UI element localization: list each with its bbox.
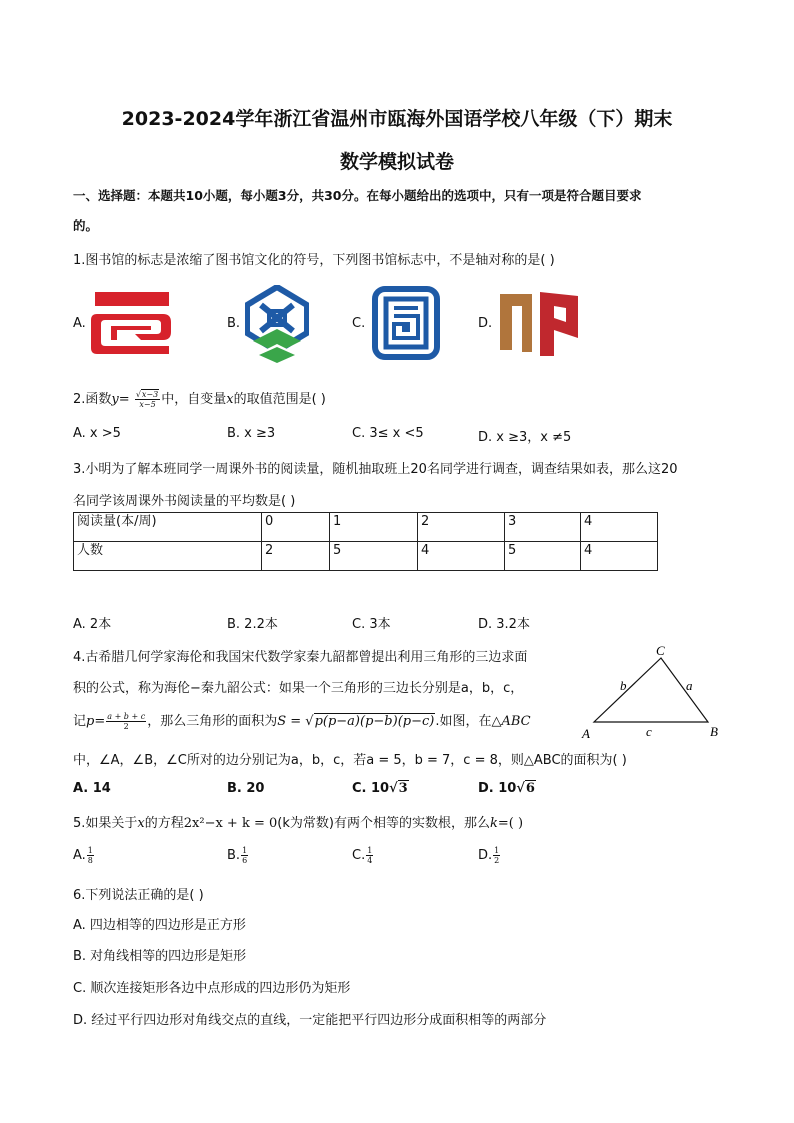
- q2-option-d: D. x ≥3，x ≠5: [478, 430, 572, 445]
- table-cell: 阅读量(本/周): [74, 513, 262, 542]
- q5-b-den: 6: [242, 856, 248, 865]
- q4-p-fraction: [106, 712, 146, 731]
- q4-var-s: S: [277, 714, 287, 729]
- q4-option-c-text: C. 10: [352, 781, 390, 796]
- q5-option-c-fraction: [366, 846, 373, 865]
- book-pages-logo-icon: [498, 290, 580, 356]
- section-header-cont: 的。: [73, 218, 99, 233]
- side-b-label: b: [620, 678, 627, 693]
- q2-var-y: y: [111, 392, 119, 407]
- q2-fraction: $\frac{√x-3}{x-5}$: [135, 390, 159, 409]
- q2-suffix-a: 中，自变量: [161, 392, 227, 407]
- q4-option-a: A. 14: [73, 781, 111, 796]
- q5-b-num: 1: [242, 846, 248, 855]
- q5-d-num: 1: [494, 846, 500, 855]
- triangle-abc-figure: [576, 640, 726, 742]
- table-cell: 1: [330, 513, 418, 542]
- q5-c-den: 4: [367, 856, 373, 865]
- q1-option-d-label: D.: [478, 316, 493, 331]
- blue-green-knot-logo-icon: [245, 285, 309, 363]
- q6-option-c: C. 顺次连接矩形各边中点形成的四边形仍为矩形: [73, 981, 351, 996]
- table-cell: 2: [418, 513, 505, 542]
- q2-option-a: A. x >5: [73, 426, 121, 441]
- q5-option-d: [478, 846, 501, 865]
- q4-p-numerator: a + b + c: [107, 712, 146, 721]
- q4-option-c-root: 3: [398, 781, 408, 796]
- q5-a-num: 1: [87, 846, 93, 855]
- q2-numerator: x−3: [141, 390, 159, 399]
- question-6-stem: 6.下列说法正确的是( ): [73, 888, 204, 903]
- question-4-line2: 积的公式，称为海伦−秦九韶公式：如果一个三角形的三边长分别是a，b，c，: [73, 681, 524, 696]
- q4-option-d-text: D. 10: [478, 781, 517, 796]
- page-title: 2023-2024学年浙江省温州市瓯海外国语学校八年级（下）期末: [121, 108, 673, 130]
- question-2-stem: [73, 388, 326, 409]
- q1-option-b-label: B.: [227, 316, 241, 331]
- q5-prefix: 5.如果关于: [73, 816, 138, 831]
- q6-option-b: B. 对角线相等的四边形是矩形: [73, 949, 247, 964]
- q5-a-den: 8: [87, 856, 93, 865]
- q5-option-b-fraction: [241, 846, 248, 865]
- red-library-logo-icon: [91, 290, 173, 356]
- q3-option-c: C. 3本: [352, 617, 391, 632]
- q2-equals: =: [118, 392, 130, 407]
- q4-var-p: p: [86, 714, 95, 729]
- question-4-line1: 4.古希腊几何学家海伦和我国宋代数学家秦九韶都曾提出利用三角形的三边求面: [73, 650, 528, 665]
- q5-note: (k为常数)有两个相等的实数根，那么: [277, 816, 490, 831]
- q2-prefix: 2.函数: [73, 392, 112, 407]
- q4-line3-a: 记: [73, 714, 87, 729]
- table-cell: 5: [505, 542, 581, 571]
- table-cell: 2: [262, 542, 330, 571]
- q5-suffix: =( ): [497, 816, 524, 831]
- q3-option-a: A. 2本: [73, 617, 112, 632]
- question-3-stem-line2: 名同学该周课外书阅读量的平均数是( ): [73, 494, 296, 509]
- question-4-line3: 记p= $\frac{a + b + c}{2}$ ，那么三角形的面积为S = √p(p−a)(p−b)(p−c).如图，在△ABC: [73, 712, 531, 731]
- question-4-line4: 中，∠A，∠B，∠C所对的边分别记为a，b，c，若a = 5，b = 7，c = 8，则△ABC的面积为( ): [73, 753, 627, 768]
- section-header: 一、选择题：本题共10小题，每小题3分，共30分。在每小题给出的选项中，只有一项是符合题目要求: [73, 188, 642, 203]
- q4-option-c: C. 10√3: [352, 781, 408, 796]
- q2-suffix-b: 的取值范围是( ): [233, 392, 326, 407]
- q5-option-b-label: B.: [227, 848, 241, 863]
- q5-option-c: [352, 846, 374, 865]
- vertex-a-label: A: [582, 726, 590, 741]
- table-cell: 0: [262, 513, 330, 542]
- side-a-label: a: [686, 678, 693, 693]
- q5-option-c-label: C.: [352, 848, 366, 863]
- q3-option-b: B. 2.2本: [227, 617, 278, 632]
- side-c-label: c: [646, 724, 652, 739]
- q5-option-b: [227, 846, 249, 865]
- q5-option-a-label: A.: [73, 848, 86, 863]
- q5-c-num: 1: [367, 846, 373, 855]
- q2-option-b: B. x ≥3: [227, 426, 276, 441]
- q2-denominator: x−5: [139, 400, 156, 409]
- table-cell: 3: [505, 513, 581, 542]
- reading-table: [73, 512, 658, 571]
- q2-var-x: x: [226, 392, 234, 407]
- q4-heron-formula: p(p−a)(p−b)(p−c): [314, 714, 435, 729]
- q4-line3-b: ，那么三角形的面积为: [147, 714, 278, 729]
- q5-var-x: x: [137, 816, 145, 831]
- q4-triangle-name: ABC: [501, 714, 531, 729]
- table-cell: 5: [330, 542, 418, 571]
- page-subtitle: 数学模拟试卷: [339, 151, 454, 173]
- q1-option-a-label: A.: [73, 316, 86, 331]
- vertex-c-label: C: [656, 643, 665, 658]
- q5-equation: 2x²−x + k = 0: [183, 816, 278, 831]
- question-5-stem: [73, 812, 523, 831]
- q6-option-d: D. 经过平行四边形对角线交点的直线，一定能把平行四边形分成面积相等的两部分: [73, 1013, 547, 1028]
- vertex-b-label: B: [710, 724, 718, 739]
- table-cell: 4: [581, 513, 658, 542]
- q2-option-c: C. 3≤ x <5: [352, 426, 424, 441]
- table-row: [74, 513, 658, 542]
- q5-option-d-fraction: [493, 846, 500, 865]
- table-cell: 4: [418, 542, 505, 571]
- q5-option-d-label: D.: [478, 848, 493, 863]
- q5-option-a: [73, 846, 95, 865]
- q5-d-den: 2: [494, 856, 500, 865]
- q4-equals: =: [94, 714, 106, 729]
- q5-mid: 的方程: [144, 816, 184, 831]
- question-1-stem: 1.图书馆的标志是浓缩了图书馆文化的符号，下列图书馆标志中，不是轴对称的是( ): [73, 253, 555, 268]
- table-row: [74, 542, 658, 571]
- q4-option-d: D. 10√6: [478, 781, 535, 796]
- q1-option-c-label: C.: [352, 316, 366, 331]
- blue-maze-logo-icon: [372, 286, 440, 360]
- table-cell: 人数: [74, 542, 262, 571]
- q5-option-a-fraction: [87, 846, 94, 865]
- q4-option-b: B. 20: [227, 781, 265, 796]
- q6-option-a: A. 四边相等的四边形是正方形: [73, 918, 246, 933]
- table-cell: 4: [581, 542, 658, 571]
- q4-p-denominator: 2: [123, 722, 129, 731]
- question-3-stem-line1: 3.小明为了解本班同学一周课外书的阅读量，随机抽取班上20名同学进行调查，调查结果如表，那么这20: [73, 462, 678, 477]
- q3-option-d: D. 3.2本: [478, 617, 530, 632]
- q4-option-d-root: 6: [525, 781, 535, 796]
- q5-var-k: k: [489, 816, 498, 831]
- q4-line3-c: .如图，在△: [435, 714, 502, 729]
